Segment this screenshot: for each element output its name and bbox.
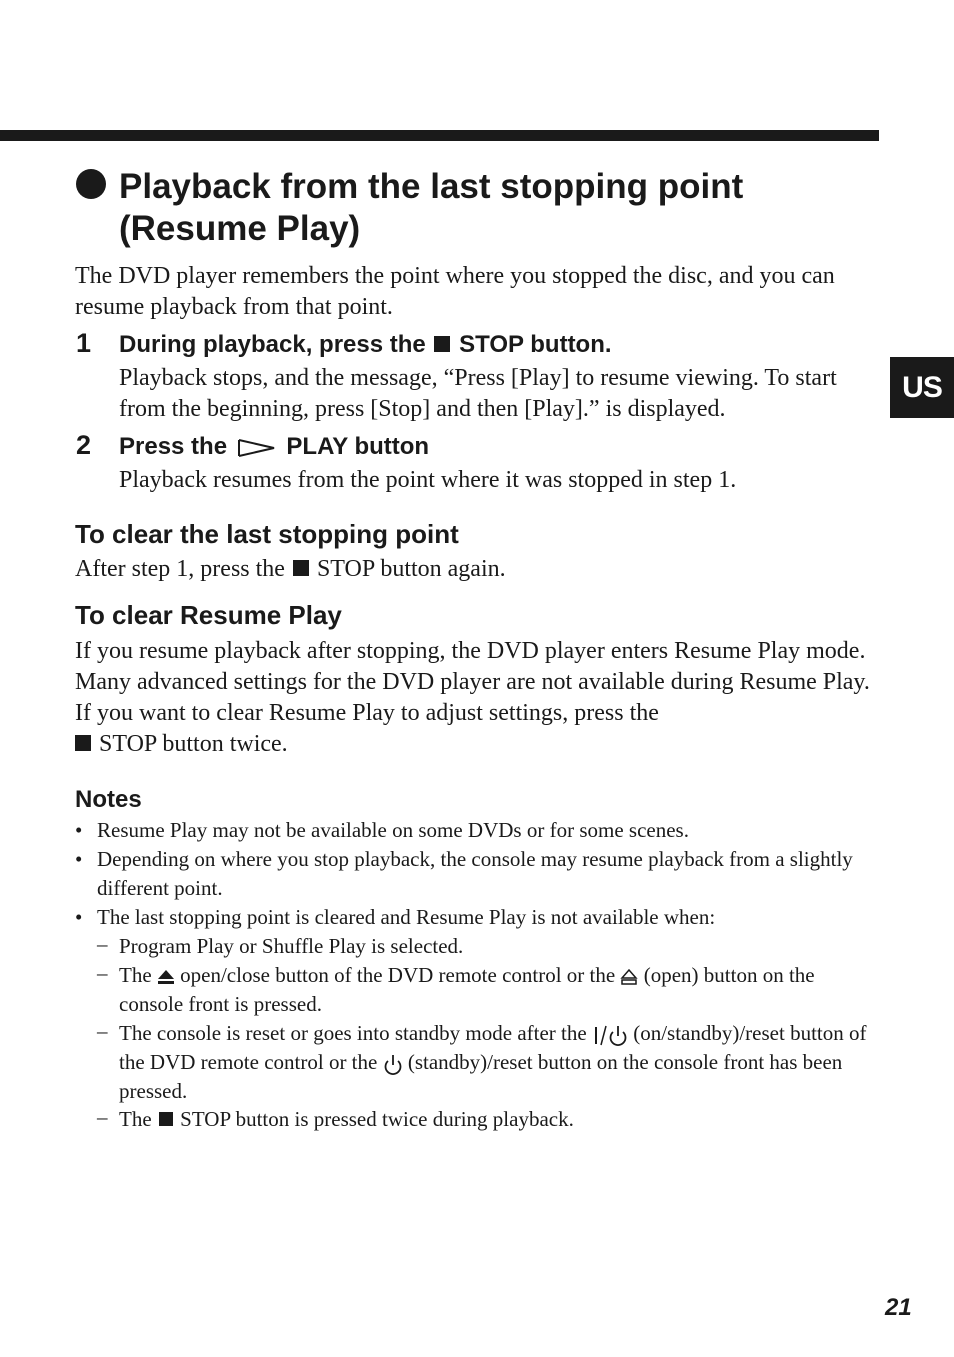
dash: – (97, 932, 108, 956)
dash: – (97, 1105, 108, 1129)
step-1-heading (119, 331, 612, 359)
note-3-sub-3-a: The console is reset or goes into standby mode after the (119, 1021, 587, 1045)
step-2-body: Playback resumes from the point where it was stopped in step 1. (119, 467, 737, 493)
step-2-heading-a: Press the (119, 433, 228, 460)
note-2: Depending on where you stop playback, the console may resume playback from a slightly different point. (97, 847, 853, 900)
page-number: 21 (885, 1294, 912, 1321)
step-1-body: Playback stops, and the message, “Press [Play] to resume viewing. To start from the beginning, press [Stop] and then [Play].” is displayed. (119, 365, 837, 422)
clear-last-text-b: STOP button again. (316, 556, 506, 582)
stop-icon (434, 336, 450, 352)
clear-resume-heading: To clear Resume Play (75, 600, 342, 630)
step-2-heading (119, 433, 429, 461)
note-3-sub-2-a: The (119, 963, 152, 987)
note-3-sub-4-b: STOP button is pressed twice during playback. (180, 1107, 574, 1131)
page-title-text: Playback from the last stopping point (Resume Play) (119, 167, 744, 248)
step-1-heading-b: STOP button. (459, 331, 612, 358)
power-icon (383, 1053, 403, 1075)
clear-last-heading: To clear the last stopping point (75, 519, 459, 549)
step-2-heading-b: PLAY button (286, 433, 430, 460)
note-3-sub-3-b: (on/standby)/reset button of the DVD remote control or the (119, 1021, 867, 1074)
note-1: Resume Play may not be available on some DVDs or for some scenes. (97, 818, 689, 842)
play-icon (237, 438, 277, 458)
step-number-2: 2 (76, 430, 92, 460)
clear-resume-text-a: If you resume playback after stopping, the DVD player enters Resume Play mode. Many advanced settings for the DVD player are not available during Resume Play. If you want to clear Resume Play to adjust settings, press the (75, 638, 870, 726)
intro-paragraph: The DVD player remembers the point where you stopped the disc, and you can resume playback from that point. (75, 263, 835, 320)
notes-heading: Notes (75, 786, 142, 813)
note-3-sub-4 (119, 1105, 879, 1134)
note-3-sub-1: Program Play or Shuffle Play is selected. (119, 934, 464, 958)
bullet-dot: • (75, 847, 83, 871)
note-3-sub-3-c: (standby)/reset button on the console front has been pressed. (119, 1050, 843, 1103)
stop-icon (293, 560, 309, 576)
top-rule (0, 130, 879, 141)
page-title (76, 166, 876, 250)
region-tab: US (890, 357, 954, 418)
step-1-heading-a: During playback, press the (119, 331, 426, 358)
bullet-circle-icon (76, 169, 106, 199)
bullet-dot: • (75, 818, 83, 842)
clear-last-text (75, 554, 875, 585)
clear-resume-text-b: STOP button twice. (99, 731, 288, 757)
note-3-sub-3 (119, 1019, 879, 1106)
note-3-sub-4-a: The (119, 1107, 152, 1131)
eject-icon (157, 969, 175, 985)
bullet-dot: • (75, 905, 83, 929)
dash: – (97, 961, 108, 985)
power-icon (592, 1024, 628, 1046)
stop-icon (75, 735, 91, 751)
dash: – (97, 1019, 108, 1043)
open-icon (620, 968, 638, 986)
stop-icon (159, 1112, 173, 1126)
step-number-1: 1 (76, 328, 92, 358)
note-3-sub-2 (119, 961, 879, 1019)
note-3-sub-2-c: (open) button on the console front is pressed. (119, 963, 815, 1016)
clear-resume-text (75, 636, 875, 760)
clear-last-text-a: After step 1, press the (75, 556, 285, 582)
note-3-sub-2-b: open/close button of the DVD remote control or the (180, 963, 616, 987)
note-3: The last stopping point is cleared and Resume Play is not available when: (97, 905, 716, 929)
